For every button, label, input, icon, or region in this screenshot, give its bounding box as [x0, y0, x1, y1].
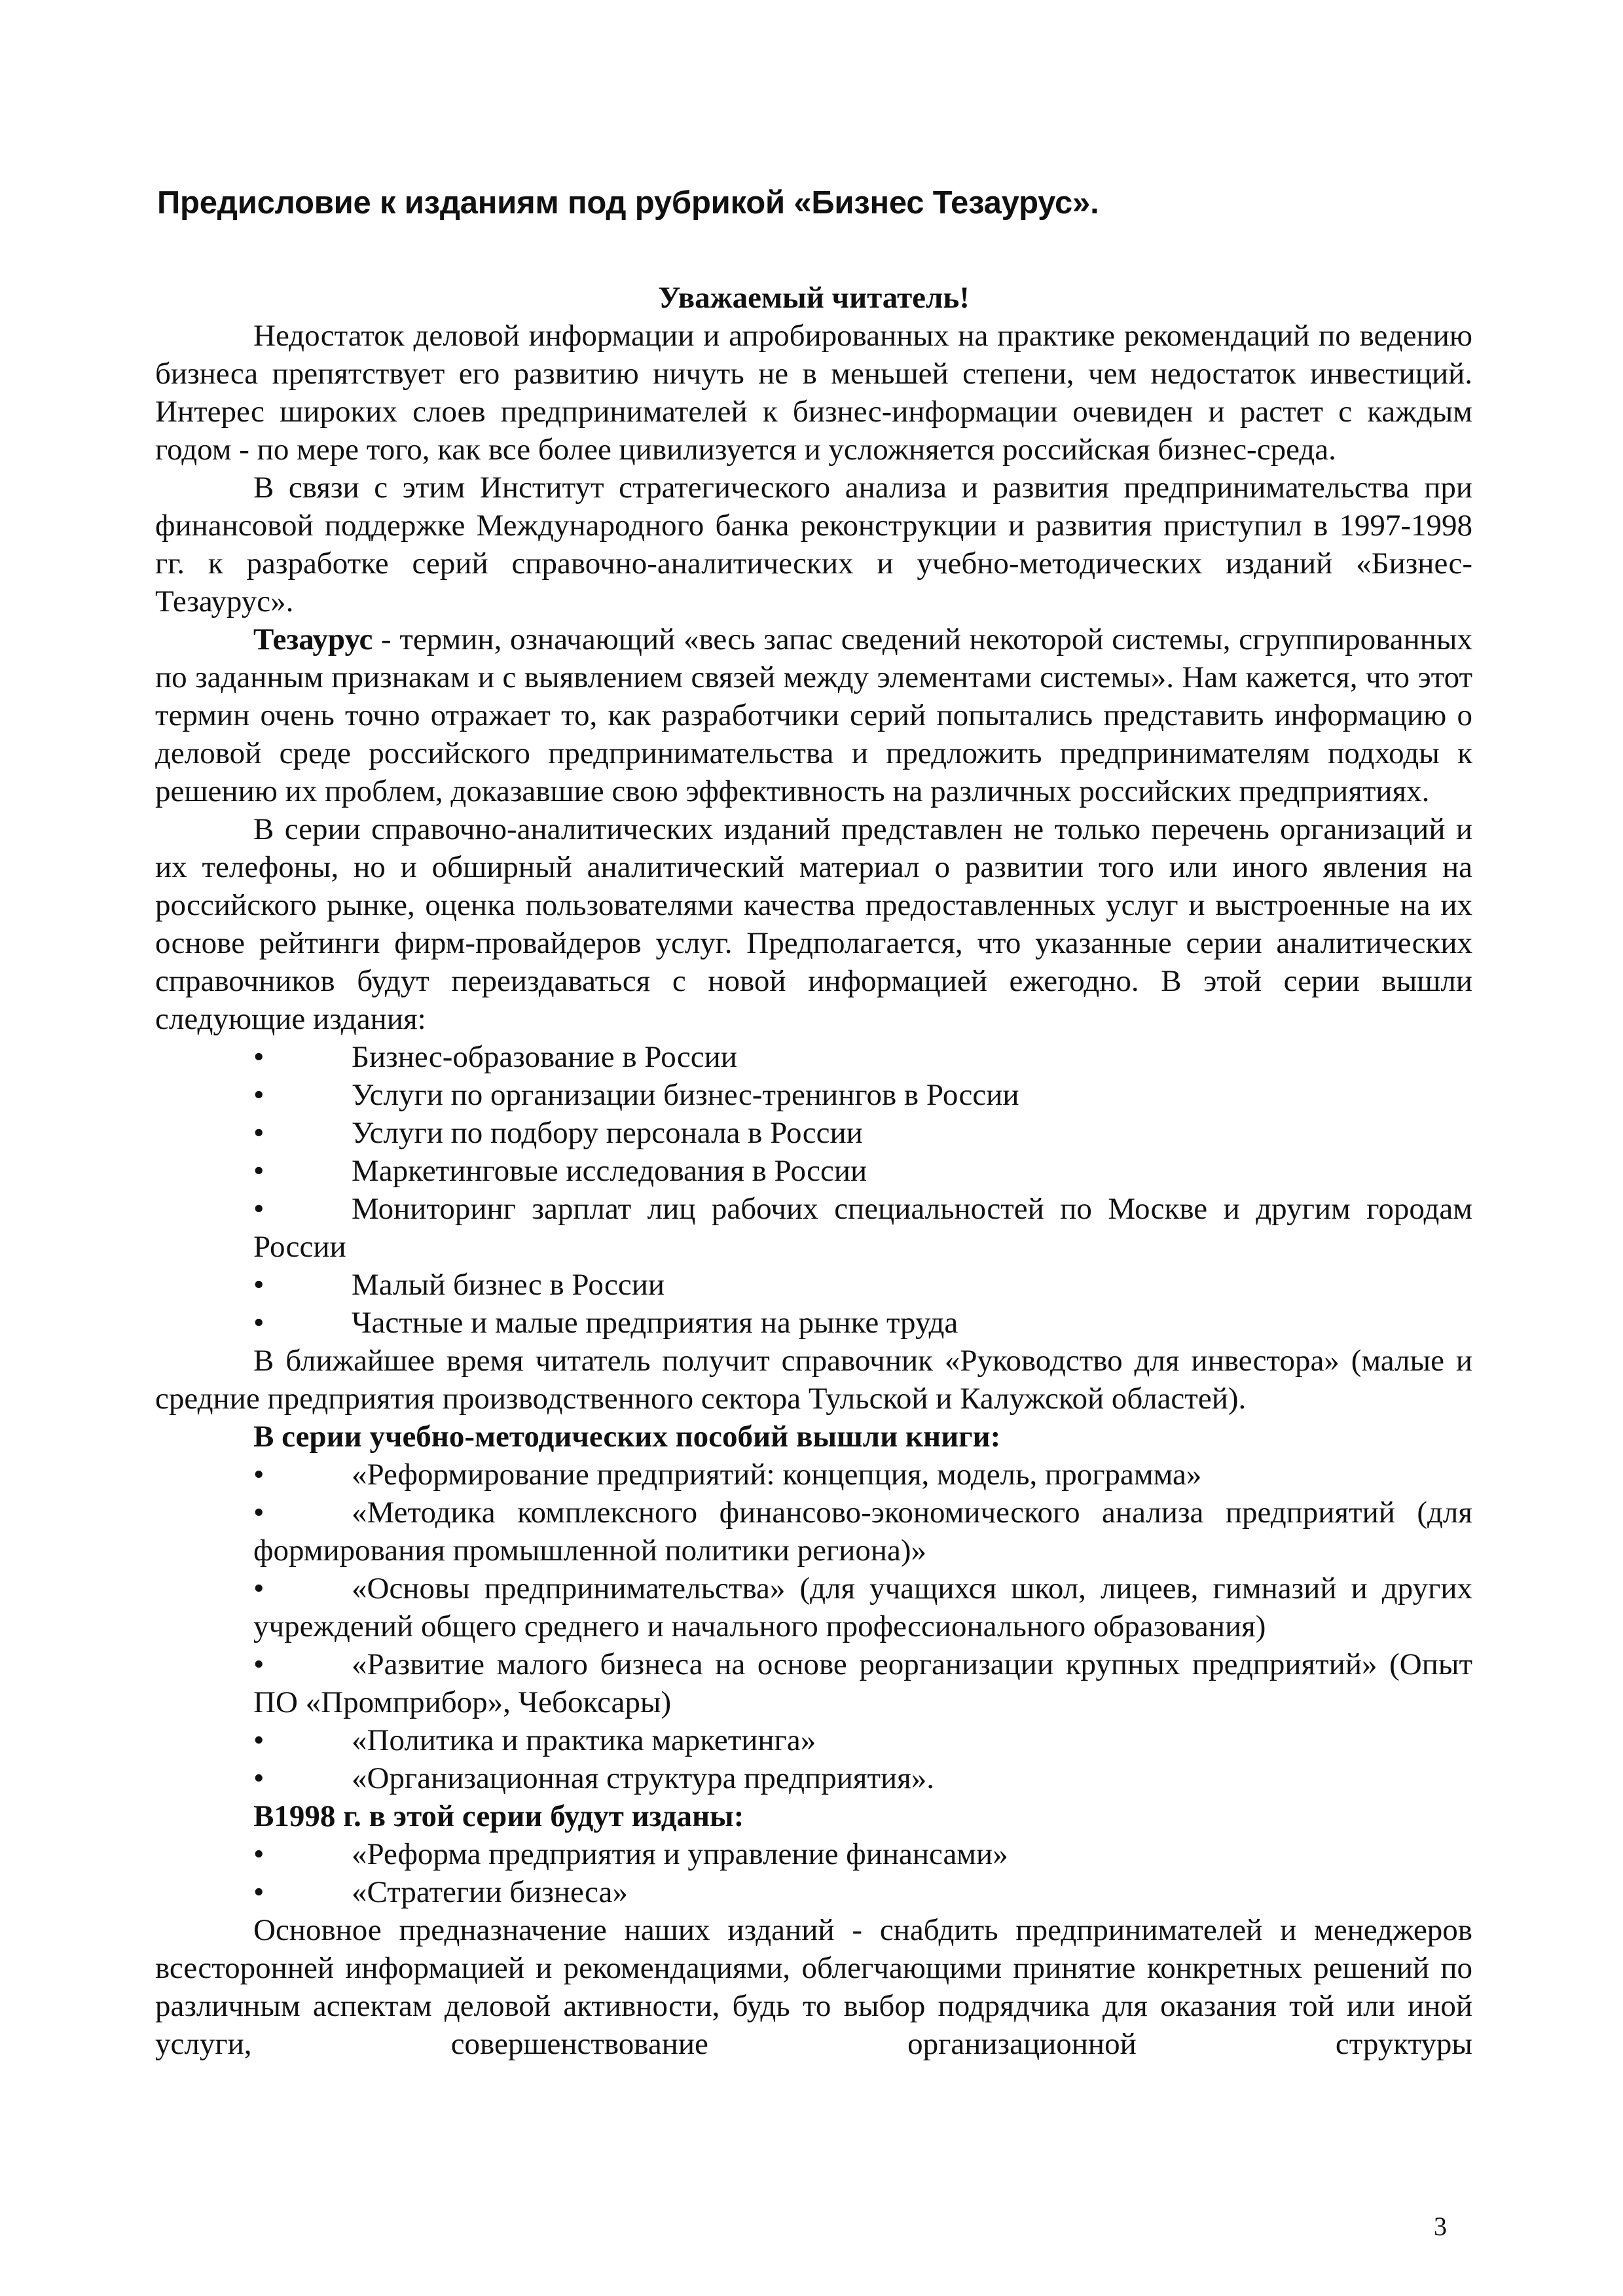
methodical-books-list — [155, 1456, 1472, 1797]
list-item: • «Стратегии бизнеса» — [155, 1873, 1472, 1911]
bullet-icon: • — [253, 1154, 264, 1188]
list-item: • «Развитие малого бизнеса на основе реорганизации крупных предприятий» (Опыт ПО «Промприбор», Чебоксары) — [155, 1645, 1472, 1721]
bullet-icon: • — [253, 1837, 264, 1871]
paragraph-purpose: Основное предназначение наших изданий - снабдить предпринимателей и менеджеров всесторонней информацией и рекомендациями, облегчающими принятие конкретных решений по различным аспектам деловой активности, будь то выбор подрядчика для оказания той или иной услуги, совершенствование организационной структуры — [155, 1913, 1472, 2061]
list-item: • «Реформа предприятия и управление финансами» — [155, 1835, 1472, 1873]
bullet-icon: • — [253, 1723, 264, 1757]
bullet-icon: • — [253, 1761, 264, 1795]
document-body — [155, 279, 1472, 2063]
page-heading: Предисловие к изданиям под рубрикой «Бизнес Тезаурус». — [157, 185, 1099, 221]
list-item: • «Политика и практика маркетинга» — [155, 1721, 1472, 1759]
greeting: Уважаемый читатель! — [658, 281, 970, 315]
term-definition: - термин, означающий «весь запас сведений некоторой системы, сгруппированных по заданным признакам и с выявлением связей между элементами системы». Нам кажется, что этот термин очень точно отражает то, как разработчики серий попытались представить информацию о деловой среде российского предпринимательства и предложить предпринимателям подходы к решению их проблем, доказавшие свою эффективность на различных российских предприятиях. — [155, 622, 1472, 808]
bullet-icon: • — [253, 1192, 264, 1226]
list-item: • «Основы предпринимательства» (для учащихся школ, лицеев, гимназий и других учреждений общего среднего и начального профессионального образования) — [155, 1570, 1472, 1645]
bullet-icon: • — [253, 1078, 264, 1112]
list-item: • «Организационная структура предприятия». — [155, 1759, 1472, 1797]
list-item: • Малый бизнес в России — [155, 1266, 1472, 1304]
paragraph-intro: Недостаток деловой информации и апробированных на практике рекомендаций по ведению бизнеса препятствует его развитию ничуть не в меньшей степени, чем недостаток инвестиций. Интерес широких слоев предпринимателей к бизнес-информации очевиден и растет с каждым годом - по мере того, как все более цивилизуется и усложняется российская бизнес-среда. — [155, 319, 1472, 467]
reference-publications-list — [155, 1038, 1472, 1342]
list-item: • «Реформирование предприятий: концепция, модель, программа» — [155, 1456, 1472, 1494]
list-item: • Частные и малые предприятия на рынке труда — [155, 1304, 1472, 1342]
bullet-icon: • — [253, 1647, 264, 1681]
list-item: • Мониторинг зарплат лиц рабочих специальностей по Москве и другим городам России — [155, 1190, 1472, 1266]
bullet-icon: • — [253, 1306, 264, 1340]
bullet-icon: • — [253, 1040, 264, 1074]
bullet-icon: • — [253, 1875, 264, 1909]
term-thesaurus: Тезаурус — [253, 622, 373, 656]
list-item: • Бизнес-образование в России — [155, 1038, 1472, 1076]
bullet-icon: • — [253, 1116, 264, 1150]
paragraph-reference-series: В серии справочно-аналитических изданий представлен не только перечень организаций и их телефоны, но и обширный аналитический материал о развитии того или иного явления на российского рынке, оценка пользователями качества предоставленных услуг и выстроенные на их основе рейтинги фирм-провайдеров услуг. Предполагается, что указанные серии аналитических справочников будут переиздаваться с новой информацией ежегодно. В этой серии вышли следующие издания: — [155, 812, 1472, 1036]
bullet-icon: • — [253, 1496, 264, 1530]
page-number: 3 — [1434, 2212, 1447, 2241]
bullet-icon: • — [253, 1571, 264, 1605]
list-item: • Услуги по организации бизнес-тренингов в России — [155, 1076, 1472, 1114]
list-item: • Маркетинговые исследования в России — [155, 1152, 1472, 1190]
paragraph-investor-guide: В ближайшее время читатель получит справочник «Руководство для инвестора» (малые и средние предприятия производственного сектора Тульской и Калужской областей). — [155, 1344, 1472, 1416]
subheading-upcoming: В1998 г. в этой серии будут изданы: — [253, 1799, 744, 1833]
list-item: • «Методика комплексного финансово-экономического анализа предприятий (для формирования промышленной политики региона)» — [155, 1494, 1472, 1570]
bullet-icon: • — [253, 1458, 264, 1492]
paragraph-thesaurus — [155, 620, 1472, 810]
subheading-methodical: В серии учебно-методических пособий вышли книги: — [253, 1420, 1001, 1454]
upcoming-books-list — [155, 1835, 1472, 1911]
paragraph-institute: В связи с этим Институт стратегического анализа и развития предпринимательства при финансовой поддержке Международного банка реконструкции и развития приступил в 1997-1998 гг. к разработке серий справочно-аналитических и учебно-методических изданий «Бизнес-Тезаурус». — [155, 471, 1472, 619]
list-item: • Услуги по подбору персонала в России — [155, 1114, 1472, 1152]
bullet-icon: • — [253, 1268, 264, 1302]
